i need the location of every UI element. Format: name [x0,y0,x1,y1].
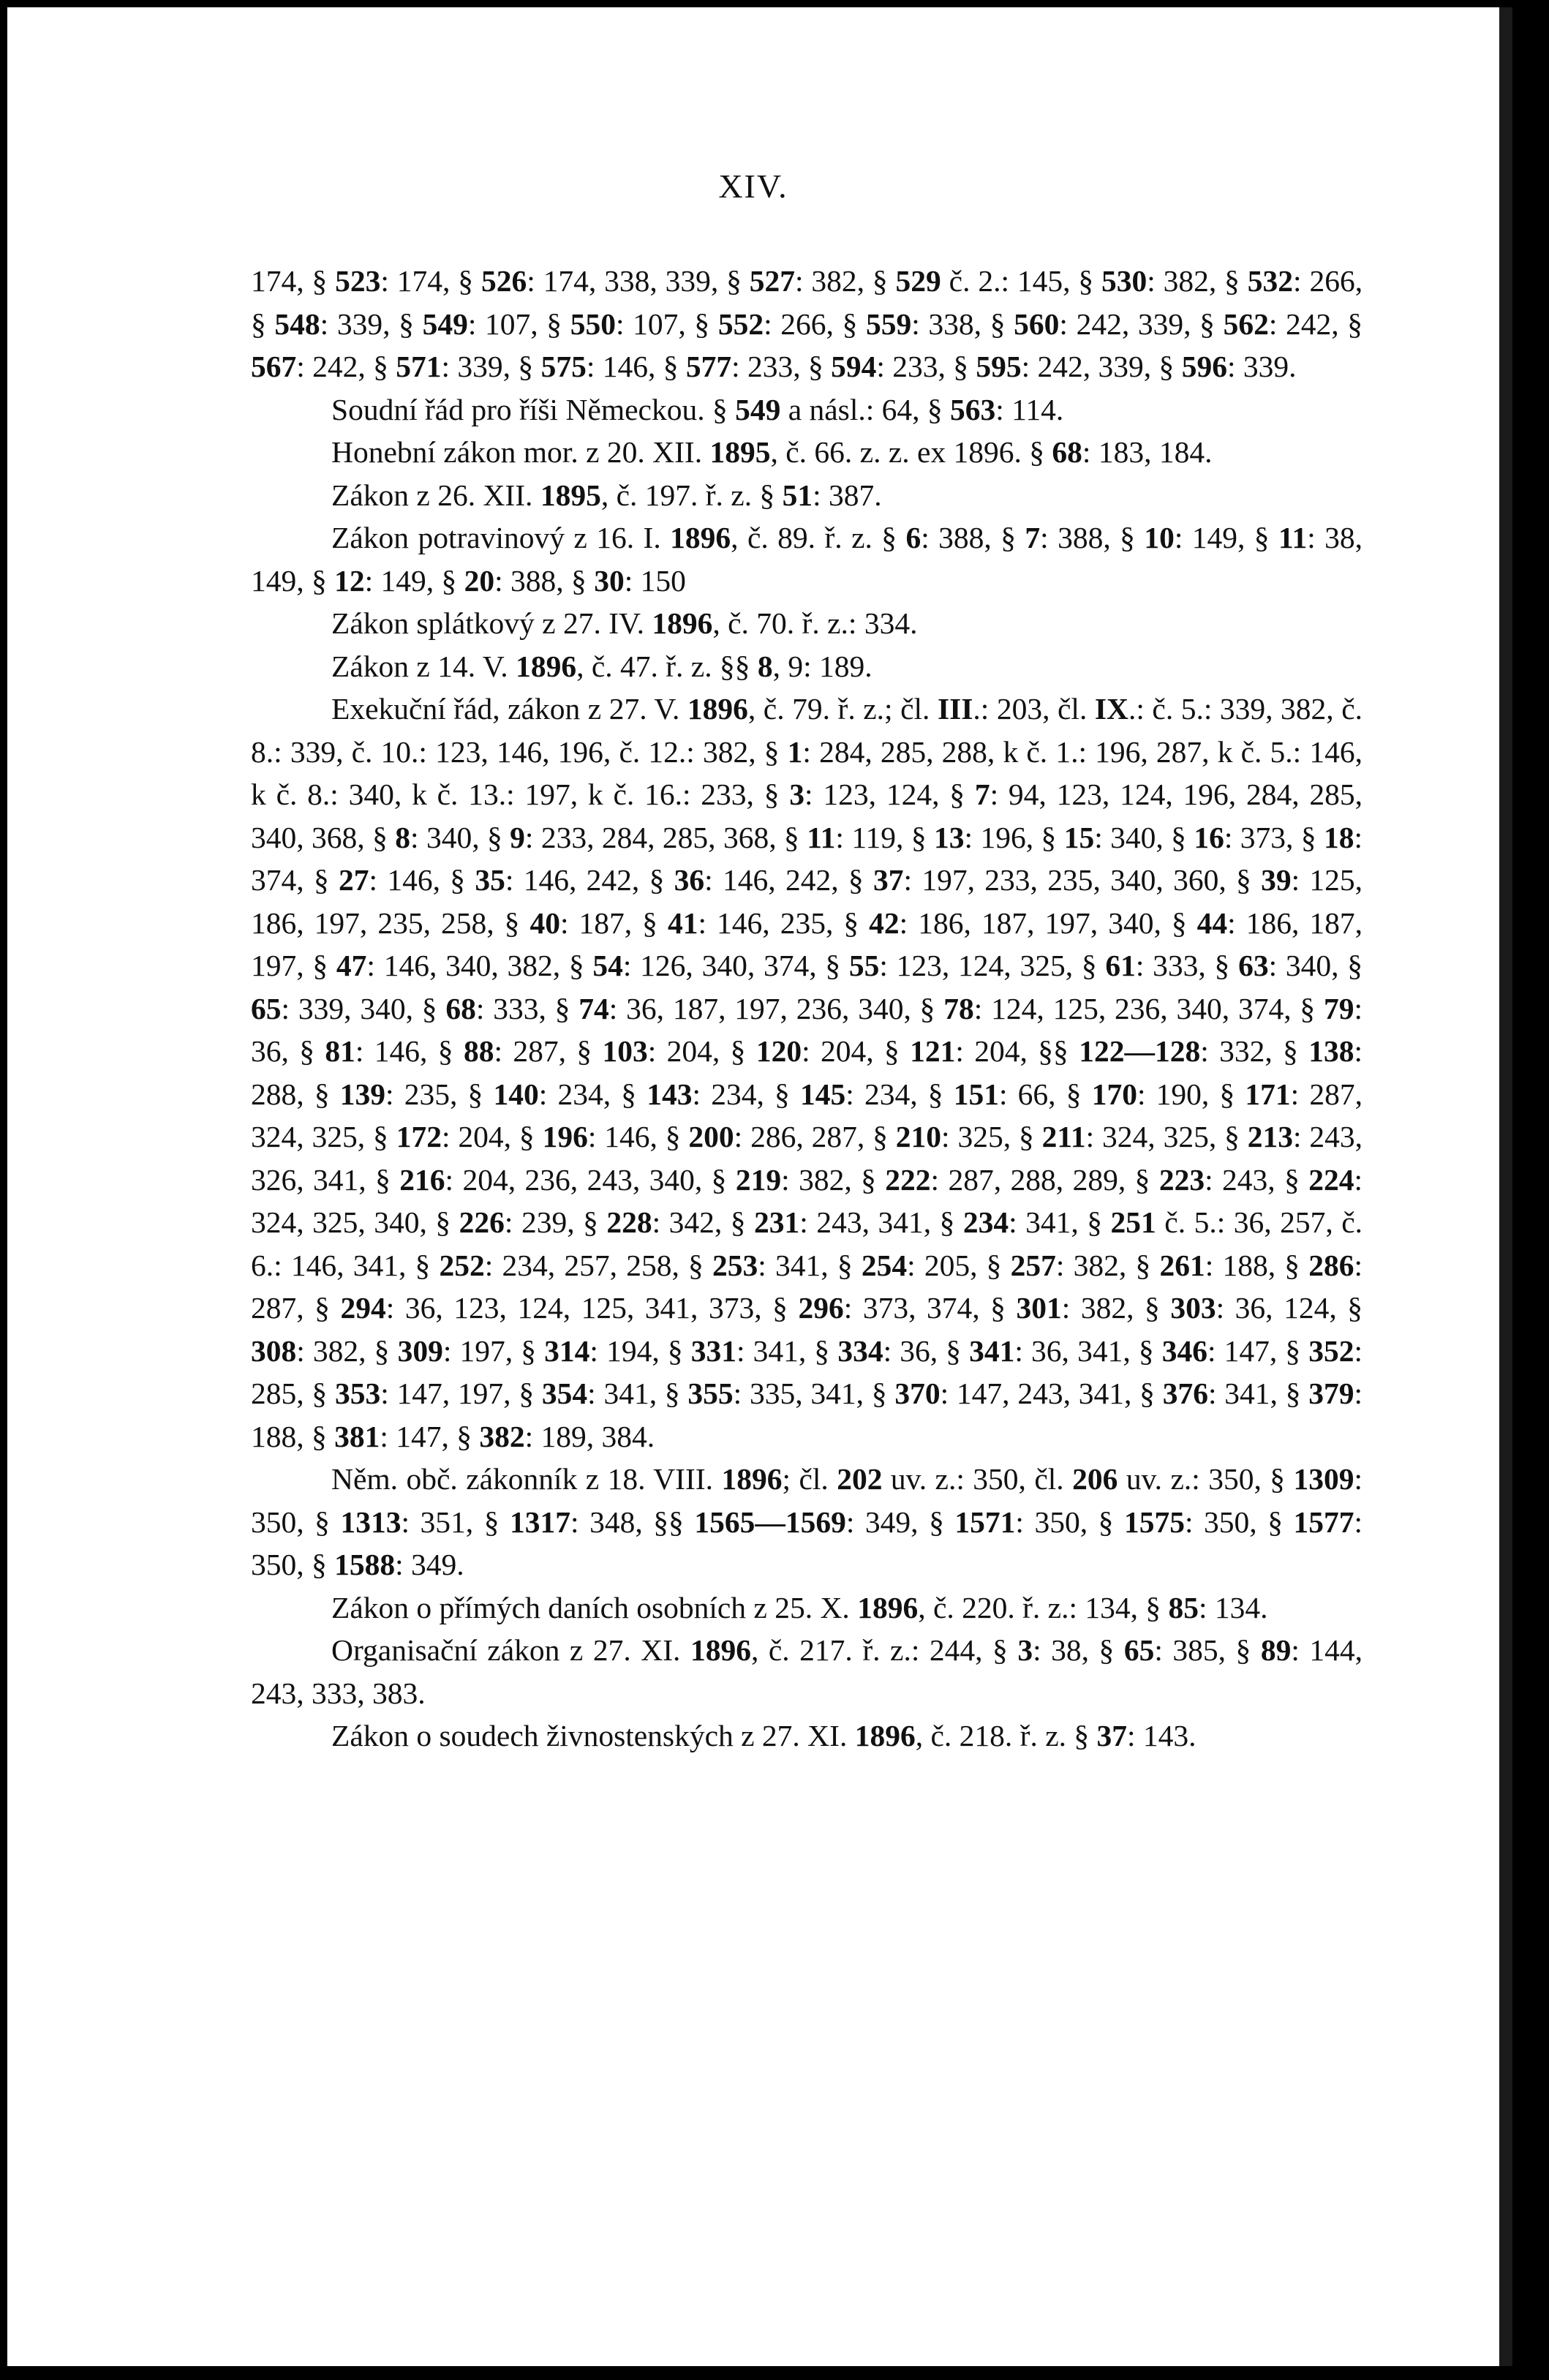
index-entry: Zákon z 14. V. 1896, č. 47. ř. z. §§ 8, 9: 189. [331,649,873,683]
index-entry: Soudní řád pro říši Německou. § 549 a násl.: 64, § 563: 114. [331,392,1064,426]
book-page [7,7,1512,2366]
page-number: XIV. [718,167,788,205]
index-entry: Honební zákon mor. z 20. XII. 1895, č. 66. z. z. ex 1896. § 68: 183, 184. [331,435,1213,469]
index-entry: Organisační zákon z 27. XI. 1896, č. 217. ř. z.: 244, § 3: 38, § 65: 385, § 89: 144, 243, 333, 383. [251,1633,1363,1710]
index-entry: Něm. obč. zákonník z 18. VIII. 1896; čl. 202 uv. z.: 350, čl. 206 uv. z.: 350, § 1309: 350, § 1313: 351, § 1317: 348, §§ 1565—1569: 349, § 1571: 350, § 1575: 350, § 1577: 350, § 1588: 349. [251,1462,1363,1581]
index-text [251,260,1363,1758]
index-entry: Zákon o přímých daních osobních z 25. X. 1896, č. 220. ř. z.: 134, § 85: 134. [331,1590,1268,1624]
index-entry: Zákon z 26. XII. 1895, č. 197. ř. z. § 51: 387. [331,478,882,512]
index-entry: Zákon splátkový z 27. IV. 1896, č. 70. ř. z.: 334. [331,606,918,640]
index-entry: Zákon o soudech živnostenských z 27. XI. 1896, č. 218. ř. z. § 37: 143. [331,1719,1196,1752]
index-entry: Exekuční řád, zákon z 27. V. 1896, č. 79. ř. z.; čl. III.: 203, čl. IX.: č. 5.: 339, 382, č. 8.: 339, č. 10.: 123, 146, 196, č. 12.: 382, § 1: 284, 285, 288, k č. 1.: 196, 287, k č. 5.: 146, k č. 8.: 340, k č. 13.: 197, k č. 16.: 233, § 3: 123, 124, § 7: 94, 123, 124, 196, 284, 285, 340, 368, § 8: 340, § 9: 233, 284, 285, 368, § 11: 119, § 13: 196, § 15: 340, § 16: 373, § 18: 374, § 27: 146, § 35: 146, 242, § 36: 146, 242, § 37: 197, 233, 235, 340, 360, § 39: 125, 186, 197, 235, 258, § 40: 187, § 41: 146, 235, § 42: 186, 187, 197, 340, § 44: 186, 187, 197, § 47: 146, 340, 382, § 54: 126, 340, 374, § 55: 123, 124, 325, § 61: 333, § 63: 340, § 65: 339, 340, § 68: 333, § 74: 36, 187, 197, 236, 340, § 78: 124, 125, 236, 340, 374, § 79: 36, § 81: 146, § 88: 287, § 103: 204, § 120: 204, § 121: 204, §§ 122—128: 332, § 138: 288, § 139: 235, § 140: 234, § 143: 234, § 145: 234, § 151: 66, § 170: 190, § 171: 287, 324, 325, § 172: 204, § 196: 146, § 200: 286, 287, § 210: 325, § 211: 324, 325, § 213: 243, 326, 341, § 216: 204, 236, 243, 340, § 219: 382, § 222: 287, 288, 289, § 223: 243, § 224: 324, 325, 340, § 226: 239, § 228: 342, § 231: 243, 341, § 234: 341, § 251 č. 5.: 36, 257, č. 6.: 146, 341, § 252: 234, 257, 258, § 253: 341, § 254: 205, § 257: 382, § 261: 188, § 286: 287, § 294: 36, 123, 124, 125, 341, 373, § 296: 373, 374, § 301: 382, § 303: 36, 124, § 308: 382, § 309: 197, § 314: 194, § 331: 341, § 334: 36, § 341: 36, 341, § 346: 147, § 352: 285, § 353: 147, 197, § 354: 341, § 355: 335, 341, § 370: 147, 243, 341, § 376: 341, § 379: 188, § 381: 147, § 382: 189, 384. [251,692,1363,1453]
index-entry: 174, § 523: 174, § 526: 174, 338, 339, § 527: 382, § 529 č. 2.: 145, § 530: 382, § 532: 266, § 548: 339, § 549: 107, § 550: 107, § 552: 266, § 559: 338, § 560: 242, 339, § 562: 242, § 567: 242, § 571: 339, § 575: 146, § 577: 233, § 594: 233, § 595: 242, 339, § 596: 339. [251,264,1363,383]
index-entry: Zákon potravinový z 16. I. 1896, č. 89. ř. z. § 6: 388, § 7: 388, § 10: 149, § 11: 38, 149, § 12: 149, § 20: 388, § 30: 150 [251,521,1363,598]
